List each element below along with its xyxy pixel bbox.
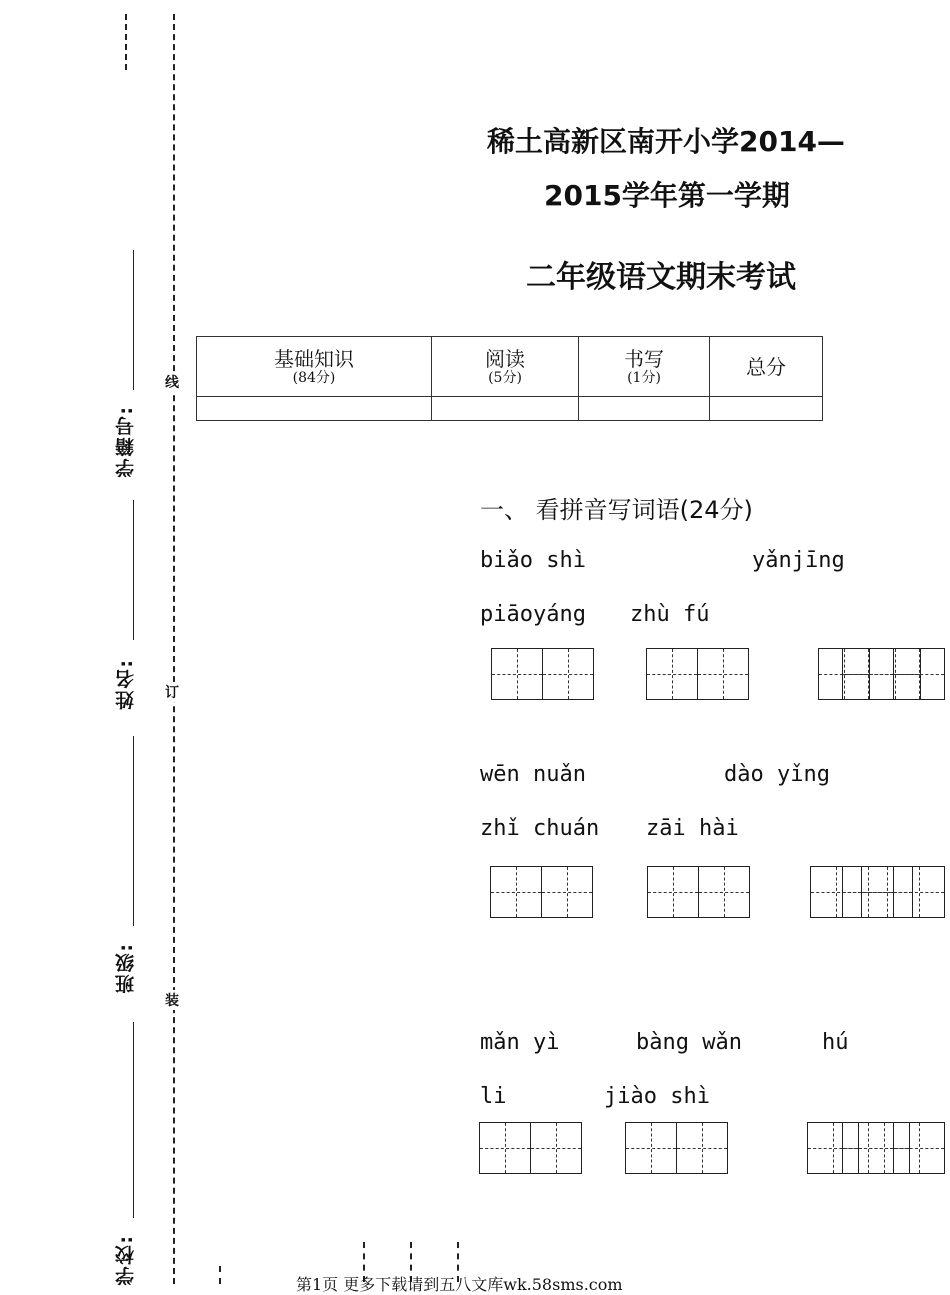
- title-line-1: 稀土高新区南开小学2014—: [487, 125, 845, 158]
- writing-cell[interactable]: [842, 1122, 894, 1174]
- blank-line-student-id: [133, 500, 134, 640]
- margin-tick-top: [125, 14, 127, 70]
- pinyin-g1-b2: zhù fú: [630, 602, 710, 627]
- score-header-writing: 书写 (1分): [579, 337, 710, 397]
- writing-cell[interactable]: [646, 648, 698, 700]
- label-school: 学校:: [115, 1234, 137, 1286]
- label-name: 姓名:: [115, 658, 137, 710]
- writing-grid-g2-1[interactable]: [490, 866, 591, 918]
- pinyin-g2-b1: zhǐ chuán: [480, 816, 600, 841]
- pinyin-g3-b2: jiào shì: [604, 1084, 710, 1109]
- score-header-total: 总分: [710, 337, 823, 397]
- pinyin-g2-b2: zāi hài: [646, 816, 739, 841]
- score-cell-total[interactable]: [710, 397, 823, 421]
- writing-cell[interactable]: [697, 648, 749, 700]
- writing-grid-g3-4[interactable]: [842, 1122, 943, 1174]
- label-class: 班级:: [115, 942, 137, 994]
- binding-dashed-line: [173, 14, 175, 1284]
- score-cell-reading[interactable]: [432, 397, 579, 421]
- writing-grid-g2-2[interactable]: [647, 866, 748, 918]
- pinyin-g1-b1: piāoyáng: [480, 602, 586, 627]
- pinyin-g3-a1: mǎn yì: [480, 1030, 560, 1055]
- blank-line-name: [133, 736, 134, 926]
- section-1-heading: 一、 看拼音写词语(24分): [480, 496, 753, 524]
- writing-grid-g1-2[interactable]: [646, 648, 747, 700]
- pinyin-g2-a2: dào yǐng: [724, 762, 830, 787]
- blank-line-class: [133, 1022, 134, 1218]
- marker-line: 线: [165, 372, 179, 392]
- writing-cell[interactable]: [676, 1122, 728, 1174]
- pinyin-g3-a3: hú: [822, 1030, 849, 1055]
- marker-staple: 装: [165, 990, 179, 1010]
- writing-cell[interactable]: [842, 866, 894, 918]
- pinyin-g3-a2: bàng wǎn: [636, 1030, 742, 1055]
- writing-cell[interactable]: [842, 648, 894, 700]
- bottom-tick-1: [219, 1266, 221, 1284]
- writing-cell[interactable]: [893, 648, 945, 700]
- writing-grid-g1-1[interactable]: [491, 648, 592, 700]
- writing-cell[interactable]: [541, 866, 593, 918]
- writing-cell[interactable]: [530, 1122, 582, 1174]
- writing-grid-g3-2[interactable]: [625, 1122, 726, 1174]
- writing-cell[interactable]: [893, 866, 945, 918]
- writing-cell[interactable]: [625, 1122, 677, 1174]
- blank-line-student-id-top: [133, 250, 134, 390]
- writing-grid-g1-4[interactable]: [842, 648, 943, 700]
- writing-cell[interactable]: [698, 866, 750, 918]
- label-student-id: 学籍号:: [115, 405, 137, 478]
- score-header-basic: 基础知识 (84分): [197, 337, 432, 397]
- writing-cell[interactable]: [542, 648, 594, 700]
- score-cell-basic[interactable]: [197, 397, 432, 421]
- writing-grid-g3-1[interactable]: [479, 1122, 580, 1174]
- pinyin-g2-a1: wēn nuǎn: [480, 762, 586, 787]
- pinyin-g1-a2: yǎnjīng: [752, 548, 845, 573]
- marker-bind: 订: [165, 682, 179, 702]
- writing-cell[interactable]: [491, 648, 543, 700]
- writing-cell[interactable]: [479, 1122, 531, 1174]
- pinyin-g1-a1: biǎo shì: [480, 548, 586, 573]
- title-line-2: 2015学年第一学期: [544, 179, 790, 212]
- pinyin-g3-b1: li: [480, 1084, 507, 1109]
- writing-grid-g2-4[interactable]: [842, 866, 943, 918]
- page-footer: 第1页 更多下载请到五八文库wk.58sms.com: [296, 1275, 623, 1294]
- writing-cell[interactable]: [893, 1122, 945, 1174]
- score-cell-writing[interactable]: [579, 397, 710, 421]
- writing-cell[interactable]: [490, 866, 542, 918]
- score-table: [196, 336, 823, 421]
- writing-cell[interactable]: [647, 866, 699, 918]
- score-header-reading: 阅读 (5分): [432, 337, 579, 397]
- title-line-3: 二年级语文期末考试: [526, 260, 796, 295]
